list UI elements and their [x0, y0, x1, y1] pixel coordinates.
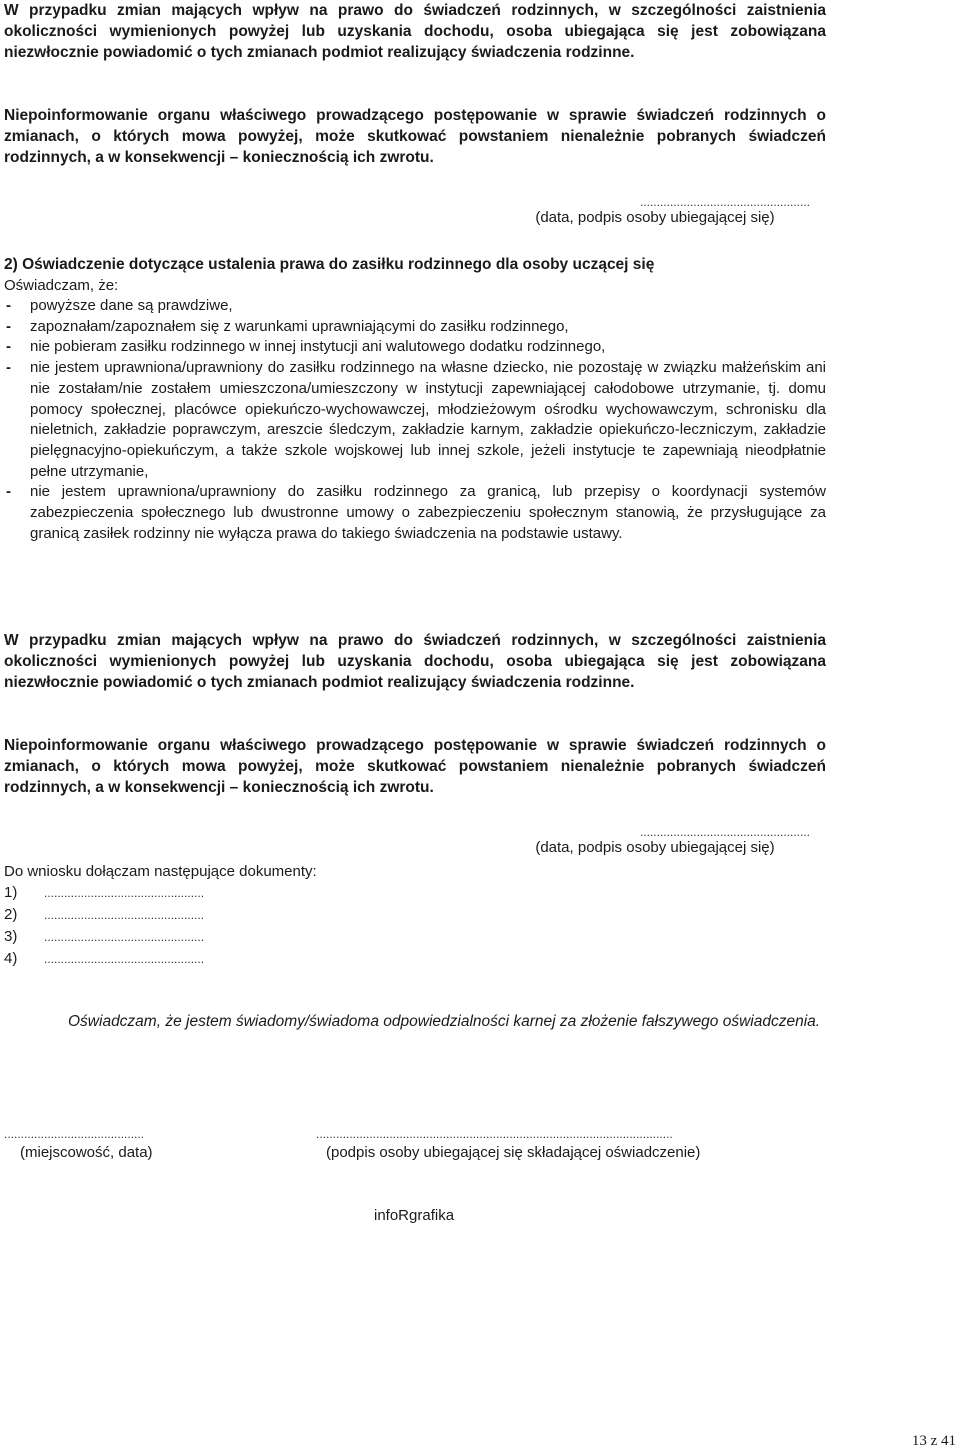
signature-caption: (data, podpis osoby ubiegającej się): [535, 209, 775, 226]
applicant-signature-dots: ...........................................................................................................: [316, 1127, 673, 1141]
declaration-intro: Oświadczam, że:: [4, 277, 119, 294]
place-date-dots: ..........................................: [4, 1127, 145, 1141]
notice-paragraph-1-repeat: W przypadku zmian mających wpływ na prawo do świadczeń rodzinnych, w szczególności zaistnienia okoliczności wymienionych powyżej lub uzyskania dochodu, osoba ubiegająca się jest zobowiązana niezwłocznie powiadomić o tych zmianach podmiot realizujący świadczenia rodzinne.: [4, 632, 826, 691]
list-item-number: 2): [4, 906, 18, 923]
list-item: - nie jestem uprawniona/uprawniony do zasiłku rodzinnego na własne dziecko, nie pozostaję w związku małżeńskim ani nie zostałam/nie zostałem umieszczona/umieszczony w instytucji zapewniającej całodobowe utrzymanie, tj. domu pomocy społecznej, placówce opiekuńczo-wychowawczej, młodzieżowym ośrodku wychowawczym, schronisku dla nieletnich, zakładzie poprawczym, areszcie śledczym, zakładzie karnym, zakładzie opiekuńczo-leczniczym, zakładzie pielęgnacyjno-opiekuńczym, a także szkole wojskowej lub innej szkole, jeżeli instytucje te zapewniają nieodpłatnie pełne utrzymanie,: [4, 358, 826, 482]
list-item-number: 1): [4, 884, 18, 901]
page-number: 13 z 41: [911, 1433, 956, 1449]
fill-in-dots: ................................................: [44, 952, 205, 966]
signature-dots: ...................................................: [639, 825, 810, 839]
list-item: [4, 926, 204, 948]
attachments-list: [4, 882, 204, 970]
signature-dots: ...................................................: [639, 195, 810, 209]
signature-block-1: [500, 196, 810, 228]
fill-in-dots: ................................................: [44, 908, 205, 922]
list-item: [4, 882, 204, 904]
place-date-caption: (miejscowość, data): [20, 1144, 153, 1161]
brand-text: infoRgrafika: [374, 1207, 455, 1224]
notice-paragraph-1: W przypadku zmian mających wpływ na prawo do świadczeń rodzinnych, w szczególności zaistnienia okoliczności wymienionych powyżej lub uzyskania dochodu, osoba ubiegająca się jest zobowiązana niezwłocznie powiadomić o tych zmianach podmiot realizujący świadczenia rodzinne.: [4, 2, 826, 61]
attachments-title: Do wniosku dołączam następujące dokumenty:: [4, 863, 317, 880]
list-item: [4, 904, 204, 926]
notice-paragraph-2: Niepoinformowanie organu właściwego prowadzącego postępowanie w sprawie świadczeń rodzinnych o zmianach, o których mowa powyżej, może skutkować powstaniem nienależnie pobranych świadczeń rodzinnych, a w konsekwencji – koniecznością ich zwrotu.: [4, 107, 826, 166]
list-item: - zapoznałam/zapoznałem się z warunkami uprawniającymi do zasiłku rodzinnego,: [4, 317, 826, 338]
fill-in-dots: ................................................: [44, 886, 205, 900]
list-item: [4, 948, 204, 970]
declaration-list: [4, 296, 826, 544]
list-item: - nie pobieram zasiłku rodzinnego w innej instytucji ani walutowego dodatku rodzinnego,: [4, 337, 826, 358]
signature-block-2: [500, 826, 810, 858]
fill-in-dots: ................................................: [44, 930, 205, 944]
list-item: - powyższe dane są prawdziwe,: [4, 296, 826, 317]
list-item-number: 4): [4, 950, 18, 967]
list-item-number: 3): [4, 928, 18, 945]
notice-paragraph-2-repeat: Niepoinformowanie organu właściwego prowadzącego postępowanie w sprawie świadczeń rodzinnych o zmianach, o których mowa powyżej, może skutkować powstaniem nienależnie pobranych świadczeń rodzinnych, a w konsekwencji – koniecznością ich zwrotu.: [4, 737, 826, 796]
signature-caption: (data, podpis osoby ubiegającej się): [535, 839, 775, 856]
section-heading: 2) Oświadczenie dotyczące ustalenia prawa do zasiłku rodzinnego dla osoby uczącej się: [4, 256, 655, 273]
applicant-signature-caption: (podpis osoby ubiegającej się składającej oświadczenie): [326, 1144, 701, 1161]
liability-statement: Oświadczam, że jestem świadomy/świadoma odpowiedzialności karnej za złożenie fałszywego oświadczenia.: [68, 1013, 821, 1030]
list-item: - nie jestem uprawniona/uprawniony do zasiłku rodzinnego za granicą, lub przepisy o koordynacji systemów zabezpieczenia społecznego lub dwustronne umowy o zabezpieczeniu społecznym stanowią, że przysługujące za granicą zasiłek rodzinny nie wyłącza prawa do takiego świadczenia na podstawie ustawy.: [4, 482, 826, 544]
